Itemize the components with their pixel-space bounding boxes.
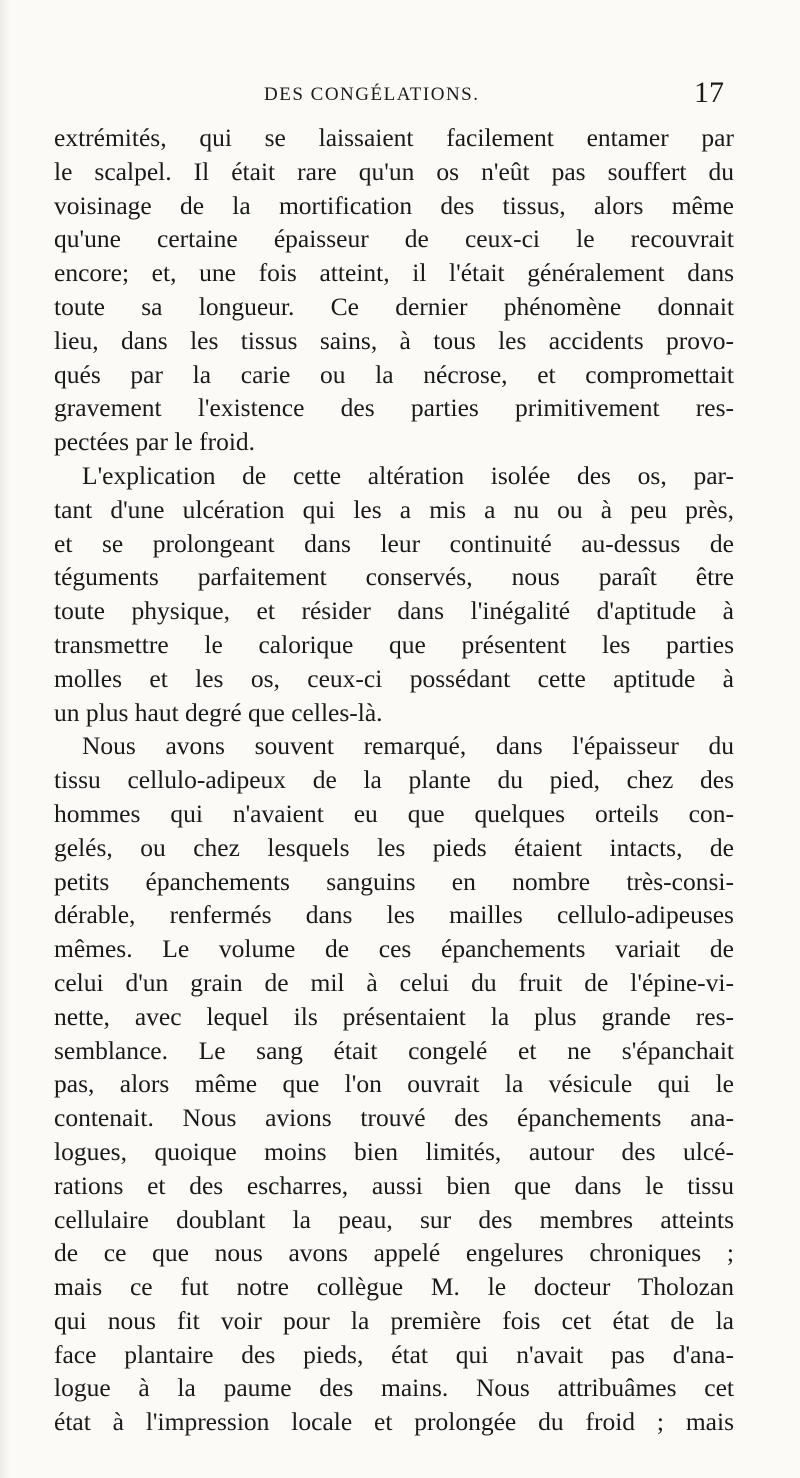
page-number: 17 xyxy=(694,76,724,109)
text-line: rations et des escharres, aussi bien que dans le tissu xyxy=(54,1170,734,1200)
text-line: toute sa longueur. Ce dernier phénomène donnait xyxy=(54,291,734,321)
text-line: état à l'impression locale et prolongée du froid ; mais xyxy=(54,1407,734,1437)
text-line: extrémités, qui se laissaient facilement entamer par xyxy=(54,123,734,152)
text-line: encore; et, une fois atteint, il l'était généralement dans xyxy=(54,258,734,288)
text-line: pas, alors même que l'on ouvrait la vésicule qui le xyxy=(54,1069,734,1099)
text-line: le scalpel. Il était rare qu'un os n'eût pas souffert du xyxy=(54,156,734,186)
text-line: téguments parfaitement conservés, nous paraît être xyxy=(54,562,734,592)
text-line: dérable, renfermés dans les mailles cellulo-adipeuses xyxy=(54,900,734,930)
page-gutter-shadow xyxy=(0,0,10,1478)
text-line: cellulaire doublant la peau, sur des membres atteints xyxy=(54,1204,734,1234)
text-line: gelés, ou chez lesquels les pieds étaient intacts, de xyxy=(54,832,734,862)
text-line: qu'une certaine épaisseur de ceux-ci le recouvrait xyxy=(54,224,734,254)
paragraph-start-line: L'explication de cette altération isolée des os, par- xyxy=(82,460,734,490)
text-line: voisinage de la mortification des tissus, alors même xyxy=(54,190,734,220)
text-line: face plantaire des pieds, état qui n'avait pas d'ana- xyxy=(54,1339,734,1369)
text-line: molles et les os, ceux-ci possédant cette aptitude à xyxy=(54,663,734,693)
text-line: mais ce fut notre collègue M. le docteur Tholozan xyxy=(54,1272,734,1302)
body-text xyxy=(54,121,734,1439)
page-header xyxy=(264,76,724,114)
text-line: qués par la carie ou la nécrose, et compromettait xyxy=(54,359,734,389)
text-line: celui d'un grain de mil à celui du fruit de l'épine-vi- xyxy=(54,967,734,997)
text-line: petits épanchements sanguins en nombre très-consi- xyxy=(54,866,734,896)
text-line: toute physique, et résider dans l'inégalité d'aptitude à xyxy=(54,596,734,626)
text-line: lieu, dans les tissus sains, à tous les accidents provo- xyxy=(54,325,734,355)
paragraph-start-line: Nous avons souvent remarqué, dans l'épaisseur du xyxy=(82,731,734,761)
text-line: de ce que nous avons appelé engelures chroniques ; xyxy=(54,1238,734,1268)
text-line: mêmes. Le volume de ces épanchements variait de xyxy=(54,934,734,964)
text-line: tissu cellulo-adipeux de la plante du pied, chez des xyxy=(54,765,734,795)
text-line: et se prolongeant dans leur continuité au-dessus de xyxy=(54,528,734,558)
running-title: DES CONGÉLATIONS. xyxy=(264,84,480,105)
text-line: contenait. Nous avions trouvé des épanchements ana- xyxy=(54,1103,734,1133)
text-line: qui nous fit voir pour la première fois cet état de la xyxy=(54,1305,734,1335)
text-line: logue à la paume des mains. Nous attribuâmes cet xyxy=(54,1373,734,1403)
text-line: tant d'une ulcération qui les a mis a nu ou à peu près, xyxy=(54,494,734,524)
text-line: gravement l'existence des parties primitivement res- xyxy=(54,393,734,423)
text-line: hommes qui n'avaient eu que quelques orteils con- xyxy=(54,798,734,828)
text-line: nette, avec lequel ils présentaient la plus grande res- xyxy=(54,1001,734,1031)
text-line: logues, quoique moins bien limités, autour des ulcé- xyxy=(54,1136,734,1166)
text-line: semblance. Le sang était congelé et ne s'épanchait xyxy=(54,1035,734,1065)
text-line: un plus haut degré que celles-là. xyxy=(54,697,383,727)
text-line: transmettre le calorique que présentent les parties xyxy=(54,629,734,659)
text-line: pectées par le froid. xyxy=(54,427,256,457)
